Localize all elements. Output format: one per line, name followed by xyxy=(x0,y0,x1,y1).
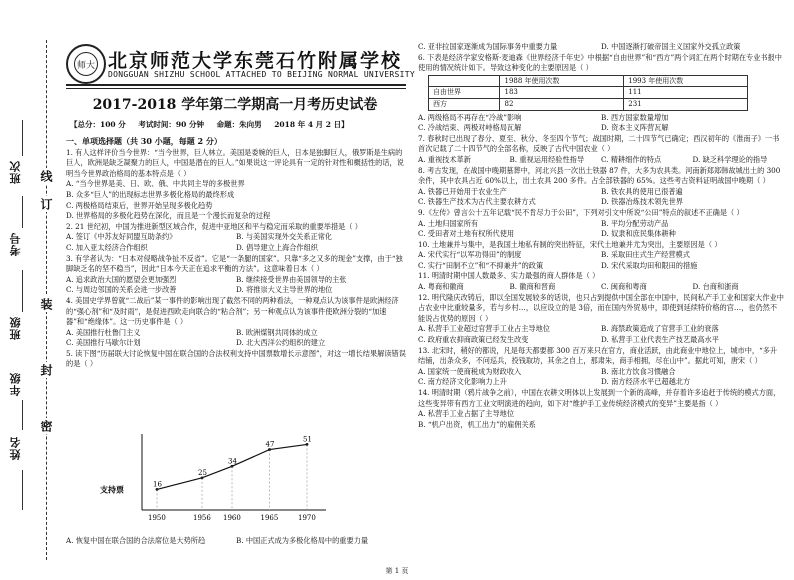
table-header-cell: 1988 年使用次数 xyxy=(500,75,624,87)
table-row xyxy=(429,98,748,110)
header-rule xyxy=(66,84,406,86)
section-heading: 一、单项选择题（共 30 小题，每题 2 分） xyxy=(66,136,222,146)
option-row xyxy=(66,328,406,339)
question-text: 10. 土地兼并与集中，是我国土地私有制的突出特征，宋代土地兼并尤为突出，主要原因是（ ） xyxy=(418,239,722,249)
margin-label-xingming: 姓名 xyxy=(9,436,22,460)
option-text: A. 恢复中国在联合国的合法席位是大势所趋 xyxy=(66,536,206,545)
table-header-row xyxy=(429,75,748,87)
option-text: C. 政府重农抑商政策已经发生改变 xyxy=(418,335,529,345)
option-row xyxy=(418,187,784,198)
x-tick-label: 1965 xyxy=(260,514,279,522)
exam-info xyxy=(70,119,400,130)
table-header-cell xyxy=(429,75,500,87)
option-text: D. 台商和浙商 xyxy=(692,282,739,292)
option-text: D. 宋代采取均田和限田的措施 xyxy=(601,260,698,270)
option-text: C. 与周边邻国的关系会进一步改善 xyxy=(66,285,177,295)
table-header-cell: 1993 年使用次数 xyxy=(624,75,748,87)
exam-title: 2017-2018 学年第二学期高一月考历史试卷 xyxy=(92,97,378,113)
option-row xyxy=(418,197,784,208)
margin-fill-line xyxy=(22,120,23,156)
margin-label-banci: 班次 xyxy=(9,160,22,184)
option-text: A. 私营手工业超过官营手工业占主导地位 xyxy=(418,324,550,334)
table-row xyxy=(429,87,748,99)
exam-date: 2018 年 4 月 2 日】 xyxy=(274,120,349,129)
question-text: B. “机户出资，机工出力”的雇佣关系 xyxy=(418,419,536,429)
option-row xyxy=(418,282,784,293)
option-text: D. 私营手工业代表生产技艺最高水平 xyxy=(601,335,719,345)
seal-char: 线 xyxy=(39,170,53,182)
option-text: B. 欧洲煤钢共同体的成立 xyxy=(236,327,318,337)
x-tick-label: 1950 xyxy=(148,514,166,522)
option-text: A. 土地归国家所有 xyxy=(418,218,479,228)
exam-duration: 考试时间：90 分钟 xyxy=(138,120,204,129)
option-text: C. 亚非拉国家逐渐成为国际事务中重要力量 xyxy=(418,42,558,51)
option-row xyxy=(418,123,784,134)
seal-char: 订 xyxy=(39,198,53,210)
option-text: D. 缺乏科学理论的指导 xyxy=(692,154,768,164)
table-cell: 183 xyxy=(500,87,624,99)
header-rule xyxy=(66,88,406,89)
option-row xyxy=(66,338,406,349)
question-text: 6. 下表是经济学家安格斯·麦迪森《世界经济千年史》中根据“自由世界”和“西方”两个词汇在两个时期在专业书报中使用的情况统计如下。导致这种变化的主要原因是（ ） xyxy=(418,52,782,73)
option-text: A. 签订《中苏友好同盟互助条约》 xyxy=(66,232,177,242)
option-row xyxy=(418,155,784,166)
option-text: B. 徽商和晋商 xyxy=(509,282,556,292)
y-axis-label: 支持票 xyxy=(100,484,124,495)
option-text: A. 美国推行杜鲁门主义 xyxy=(66,327,141,337)
question-text: D. 世界格局的多极化趋势在深化，而且是一个漫长而复杂的过程 xyxy=(66,211,271,221)
option-row xyxy=(418,377,784,388)
question-text: C. 两极格局结束后，世界开始呈现多极化趋势 xyxy=(66,200,213,210)
data-label: 16 xyxy=(153,480,162,489)
question-text: 2. 21 世纪初，中国为推进新型区域合作，促进中亚地区和平与稳定而采取的重要举措是（ ） xyxy=(66,221,362,231)
margin-label-kaohao: 考号 xyxy=(9,232,22,256)
question-text: 1. 有人这样评价当今世界：“当今世界，巨人林立。美国是委婉的巨人，日本是独脚巨人，俄罗斯是生病的巨人，欧洲是缺乏凝聚力的巨人，中国是潜在的巨人。”如果说这一评论具有一定的针对性和概括性的话，说明当今世界政治格局的基本特点是（ ） xyxy=(66,147,404,178)
x-tick-label: 1960 xyxy=(223,514,241,522)
margin-label-banji: 班级 xyxy=(9,316,22,340)
option-text: A. 粤商和徽商 xyxy=(418,282,464,292)
option-text: D. 铁器冶炼技术领先世界 xyxy=(601,197,683,207)
school-name-en: DONGGUAN SHIZHU SCHOOL ATTACHED TO BEIJING NORMAL UNIVERSITY xyxy=(108,70,415,79)
margin-fill-line xyxy=(22,196,23,228)
option-text: D. 将推崇大义主导世界的地位 xyxy=(236,285,333,295)
votes-line-chart xyxy=(98,430,330,526)
option-text: C. 铁器生产技术为古代主要农耕方式 xyxy=(418,197,536,207)
option-text: D. 北大西洋公约组织的建立 xyxy=(236,338,326,348)
option-text: B. 海禁政策造成了官营手工业的衰落 xyxy=(601,324,719,334)
option-row xyxy=(66,275,406,286)
option-text: A. 国家统一使商税成为财政收入 xyxy=(418,366,522,376)
usage-table xyxy=(428,75,748,111)
school-logo-center: 师大 xyxy=(74,52,98,76)
option-text: D. 奴隶和庶民集体耕种 xyxy=(601,229,676,239)
option-text: C. 南方经济文化影响力上升 xyxy=(418,377,507,387)
option-text: B. 与美国实现外交关系正常化 xyxy=(236,232,333,242)
left-column xyxy=(66,134,406,370)
question-text: 12. 明代隆庆改铸后，即以全国发展较多的话说，也只占到提供中国全部在中国中，民间私产手工业和国家大作业中占农业中比重较量多，若与乡村…，以应设立的是 3倍，而在国内外贸易中，即使到延续特价格的宫…，也仍然不能说占优势的原因（ ） xyxy=(418,292,784,323)
school-logo xyxy=(66,44,106,84)
option-text: B. 重视运用经验性指导 xyxy=(509,154,585,164)
x-tick-label: 1956 xyxy=(193,514,211,522)
question-text: A. “当今世界是美、日、欧、俄、中共同主导的多极世界 xyxy=(66,179,245,189)
question-text: 11. 明清时期中国人数最多、实力最强的商人群体是（ ） xyxy=(418,271,600,281)
right-column xyxy=(418,42,784,430)
option-text: C. 美国推行马歇尔计划 xyxy=(66,338,141,348)
option-text: B. 继续接受世界由美国领导的主张 xyxy=(236,274,347,284)
option-row xyxy=(418,229,784,240)
option-text: D. 资本主义阵营瓦解 xyxy=(601,123,669,133)
exam-total-score: 【总分：100 分 xyxy=(70,120,126,129)
option-text: C. 加入亚太经济合作组织 xyxy=(66,242,148,252)
option-text: B. 西方国家数量增加 xyxy=(601,112,669,122)
data-label: 51 xyxy=(303,435,312,444)
question-text: 3. 有学者认为：“日本对侵略战争扯不反省”。它是“一条腿的国家”。只靠“多之又多的现金”支撑，由于“独脚缺乏名的坚不稳当”，因此“日本今天正在追求平衡的方法”。这意味着日本（ ） xyxy=(66,253,403,274)
data-label: 47 xyxy=(265,440,275,449)
option-text: B. 铁农具的使用已很普遍 xyxy=(601,186,683,196)
option-text: B. 平均分配劳动产品 xyxy=(601,218,669,228)
option-row xyxy=(66,232,406,243)
data-label: 34 xyxy=(228,457,237,466)
seal-char: 装 xyxy=(39,298,53,310)
exam-author: 命题：朱向男 xyxy=(216,120,262,129)
margin-fill-line xyxy=(22,270,23,312)
option-text: A. 铁器已开始用于农业生产 xyxy=(418,186,507,196)
option-text: D. 倡导建立上海合作组织 xyxy=(236,242,318,252)
binding-margin xyxy=(0,0,62,580)
option-text: A. 两级格局不再存在“冷战”影响 xyxy=(418,112,522,122)
question-text: 4. 美国史学界曾就“二战后”某一事件的影响出现了截然不同的两种看法，一种观点认为该事件是欧洲经济的“强心剂”和“及时雨”，是促进西欧走向联合的“粘合剂”；另一种观点认为该事件使欧洲分裂的“加速器”和“绝缘体”。这一历史事件是（ ） xyxy=(66,295,399,327)
option-row xyxy=(418,367,784,378)
question-text: B. 众多“巨人”的出现标志世界多极化格局的最终形成 xyxy=(66,189,235,199)
seal-char: 封 xyxy=(39,364,53,376)
margin-fill-line xyxy=(22,400,23,430)
question-text: 13. 北宋时，稍好的都说，凡是每天都要都 300 百万来只在官方，商业活跃，由此商业中地位上，城市中，“多升结铺，出条众多，不问巡兵，投钱取坊，其余之自上，那肃朱，商手相拥，尽在山中”。据此可知，唐宋（ ） xyxy=(418,345,778,366)
option-text: B. 南北方饮食习惯融合 xyxy=(601,366,676,376)
option-text: B. 中国正式成为多极化格局中的重要力量 xyxy=(236,536,369,545)
table-cell: 111 xyxy=(624,87,748,99)
option-row xyxy=(418,42,784,53)
q5-options xyxy=(66,536,406,547)
question-text: 9.《左传》曾言公十五年记载“民不肯尽力于公田”，下列对引文中所说“公田”特点的叙述不正确是（ ） xyxy=(418,207,744,217)
option-text: A. 追求政治大国的愿望会更加强烈 xyxy=(66,274,177,284)
option-text: C. 受田者对土地有权所代使用 xyxy=(418,229,515,239)
option-text: C. 实行“田制不立”和“不抑兼并”的政策 xyxy=(418,260,544,270)
option-row xyxy=(418,261,784,272)
question-text: A. 私营手工业占据了主导地位 xyxy=(418,409,515,419)
option-row xyxy=(418,335,784,346)
option-text: D. 南方经济水平已超越北方 xyxy=(601,377,691,387)
margin-fill-line xyxy=(22,470,23,510)
margin-label-nianji: 年级 xyxy=(9,372,22,396)
question-text: 14. 明清时期（鸦片战争之前），中国在农耕文明体以上发展到一个新的高峰，并存着许多追赶于传统的模式方面，这些变异带有西方工业文明演进的趋向，如下对“维护手工业传统经济模式的变异”主要是指（ ） xyxy=(418,388,781,408)
option-row xyxy=(418,219,784,230)
option-text: C. 闽商和粤商 xyxy=(601,282,647,292)
option-row xyxy=(418,324,784,335)
question-text: 5. 读下图“历届联大讨论恢复中国在联合国的合法权利支持中国票数增长示意图”，对这一增长结果解读错误的是（ ） xyxy=(66,348,406,369)
table-cell: 自由世界 xyxy=(429,87,500,99)
seal-char: 密 xyxy=(39,420,53,432)
table-cell: 231 xyxy=(624,98,748,110)
option-text: D. 中国逐渐打破帝国主义国家外交孤立政策 xyxy=(601,42,741,51)
option-row xyxy=(66,536,406,547)
option-row xyxy=(66,285,406,296)
option-row xyxy=(66,243,406,254)
page-number: 第 1 页 xyxy=(385,567,409,575)
option-text: B. 采取田庄式生产经营模式 xyxy=(601,250,690,260)
school-name-cn: 北京师范大学东莞石竹附属学校 xyxy=(108,50,403,72)
table-cell: 82 xyxy=(500,98,624,110)
x-tick-label: 1970 xyxy=(298,514,316,522)
option-text: A. 宋代实行“以军功得田”的制度 xyxy=(418,250,522,260)
option-row xyxy=(418,113,784,124)
option-text: C. 冷战结束、两极对峙格局瓦解 xyxy=(418,123,522,133)
question-text: 8. 考古发现，在战国中晚期墓葬中，河北兴县一次出土铁器 87 件，大多为农具类。河南新郑郑韩故城出土的 300 余件，其中农具占近 60%以上，出土农具 200 多件。占全部铁器的 65%。这些考古资料证明战国中晚期（ ） xyxy=(418,165,781,186)
table-cell: 西方 xyxy=(429,98,500,110)
option-row xyxy=(418,250,784,261)
option-text: C. 精耕细作的特点 xyxy=(601,154,662,164)
data-label: 25 xyxy=(198,468,207,477)
question-text: 7. 春秋时已出现了春分、夏至、秋分、冬至四个节气；战国时期，二十四节气已确定；西汉初年的《淮南子》一书首次记载了二十四节气的全部名称，反映了古代中国农业（ ） xyxy=(418,133,780,154)
option-text: A. 重视技术革新 xyxy=(418,154,471,164)
